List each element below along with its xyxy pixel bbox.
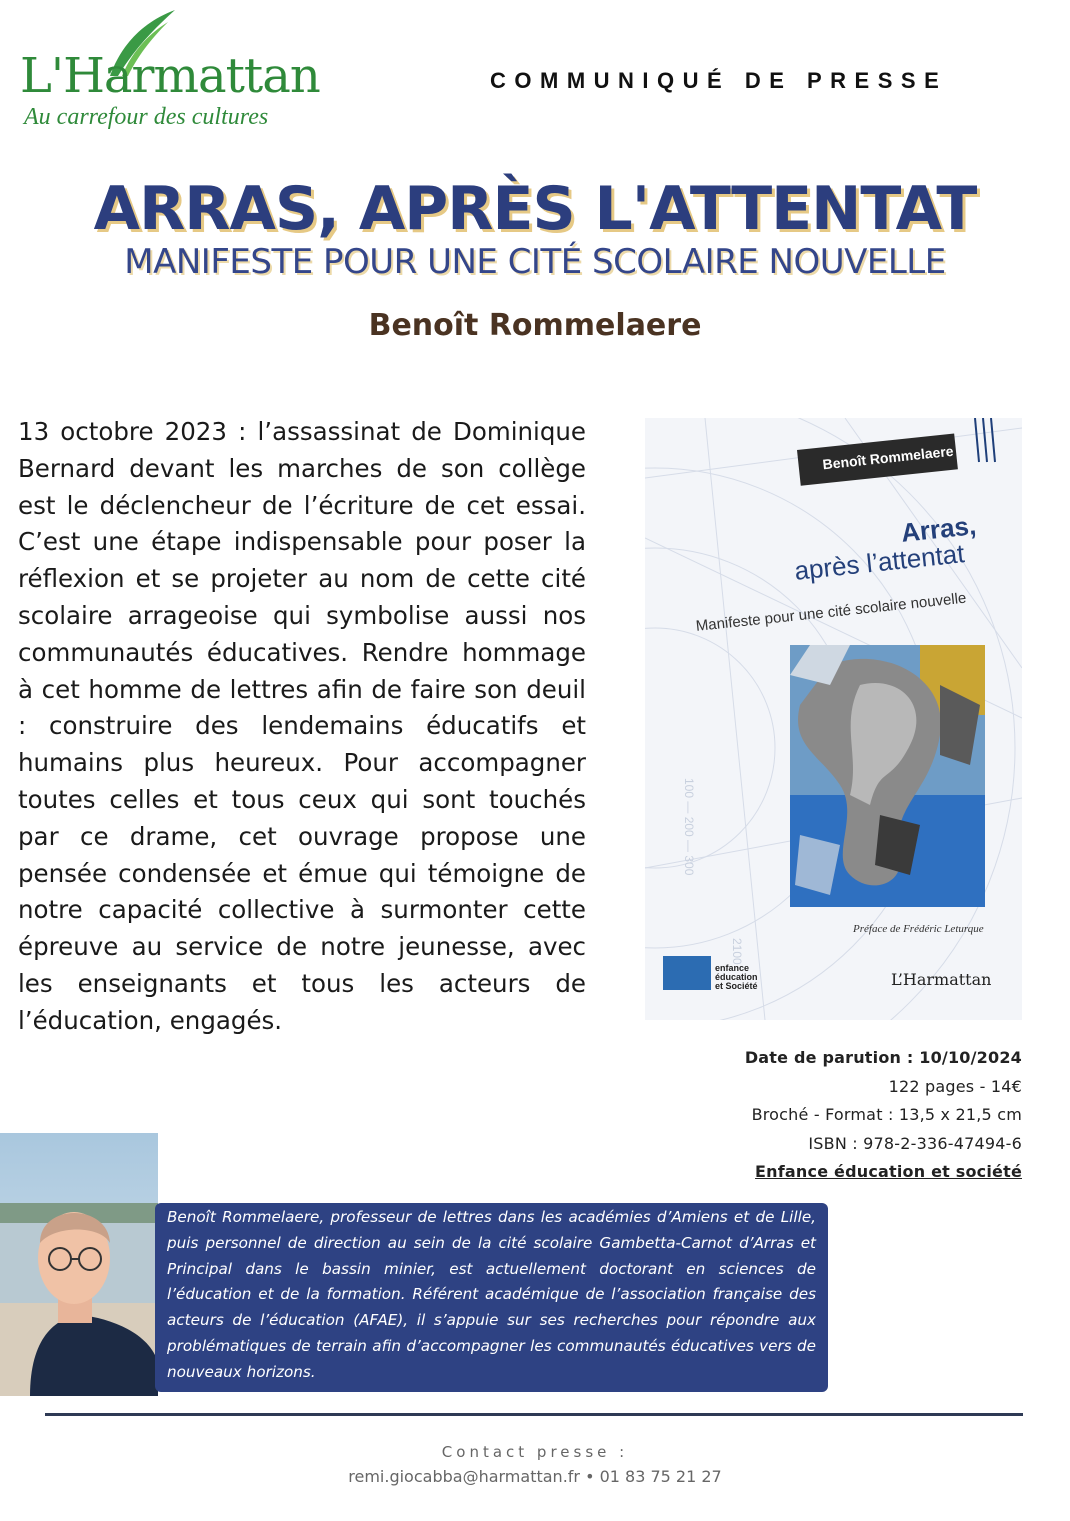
book-cover — [645, 418, 1022, 1020]
author-portrait — [0, 1133, 158, 1396]
book-title: ARRAS, APRÈS L'ATTENTAT — [93, 174, 977, 244]
collection-link[interactable]: Enfance éducation et société — [755, 1162, 1022, 1181]
collection-logo-text: enfance éducation et Société — [715, 963, 758, 991]
logo-tagline: Au carrefour des cultures — [24, 104, 269, 130]
book-author: Benoît Rommelaere — [368, 308, 702, 343]
cover-title-line2: après l’attentat — [793, 538, 966, 586]
pages-price: 122 pages - 14€ — [888, 1076, 1022, 1096]
author-bio: Benoît Rommelaere, professeur de lettres dans les académies d’Amiens et de Lille, puis personnel de direction au sein de la cité scolaire Gambetta-Carnot d’Arras et Principal dans le bassin minier, est actuellement doctorant en sciences de l’éducation et de la formation. Référent académique de l’association française des acteurs de l’éducation (AFAE), il s’appuie sur ses recherches pour répondre aux problématiques de terrain afin d’accompagner les communautés éducatives vers de nouveaux horizons. — [155, 1203, 828, 1392]
publication-date-label: Date de parution : — [744, 1048, 920, 1067]
publisher-logo — [20, 8, 320, 133]
svg-text:100 — 200 — 300: 100 — 200 — 300 — [682, 778, 696, 876]
book-format: Broché - Format : 13,5 x 21,5 cm — [751, 1105, 1022, 1124]
isbn: ISBN : 978-2-336-47494-6 — [808, 1133, 1022, 1153]
author-photo — [0, 1133, 158, 1396]
contact-info[interactable]: remi.giocabba@harmattan.fr • 01 83 75 21 27 — [348, 1467, 722, 1486]
cover-author: Benoît Rommelaere — [821, 442, 955, 473]
publication-date-line — [745, 1044, 1022, 1073]
logo-name: L'Harmattan — [20, 48, 320, 104]
cover-subtitle: Manifeste pour une cité scolaire nouvelle — [695, 589, 968, 635]
document-type: COMMUNIQUÉ DE PRESSE — [490, 68, 948, 93]
cover-preface: Préface de Frédéric Leturque — [853, 923, 984, 935]
book-details — [745, 1044, 1022, 1187]
book-subtitle: MANIFESTE POUR UNE CITÉ SCOLAIRE NOUVELLE — [124, 242, 946, 282]
collection-logo — [663, 950, 763, 992]
publication-date: 10/10/2024 — [919, 1048, 1022, 1067]
cover-painting — [790, 645, 985, 907]
svg-text:2100: 2100 — [730, 938, 744, 965]
book-summary: 13 octobre 2023 : l’assassinat de Dominique Bernard devant les marches de son collège est le déclencheur de l’écriture de cet essai. C’est une étape indispensable pour poser la réflexion et se projeter au nom de cette cité scolaire arrageoise qui symbolise aussi nos communautés éducatives. Rendre hommage à cet homme de lettres afin de faire son deuil : construire des lendemains éducatifs et humains plus heureux. Pour accompagner toutes celles et tous ceux qui sont touchés par ce drame, cet ouvrage propose une pensée condensée et émue qui témoigne de notre capacité collective à surmonter cette épreuve au service de notre jeunesse, avec les enseignants et tous les acteurs de l’éducation, engagés. — [18, 417, 586, 1035]
cover-publisher: L’Harmattan — [891, 970, 992, 989]
cover-title-line1: Arras, — [899, 510, 978, 548]
contact-label: Contact presse : — [441, 1443, 629, 1461]
briefcase-icon — [663, 956, 711, 990]
footer-divider — [45, 1413, 1023, 1416]
